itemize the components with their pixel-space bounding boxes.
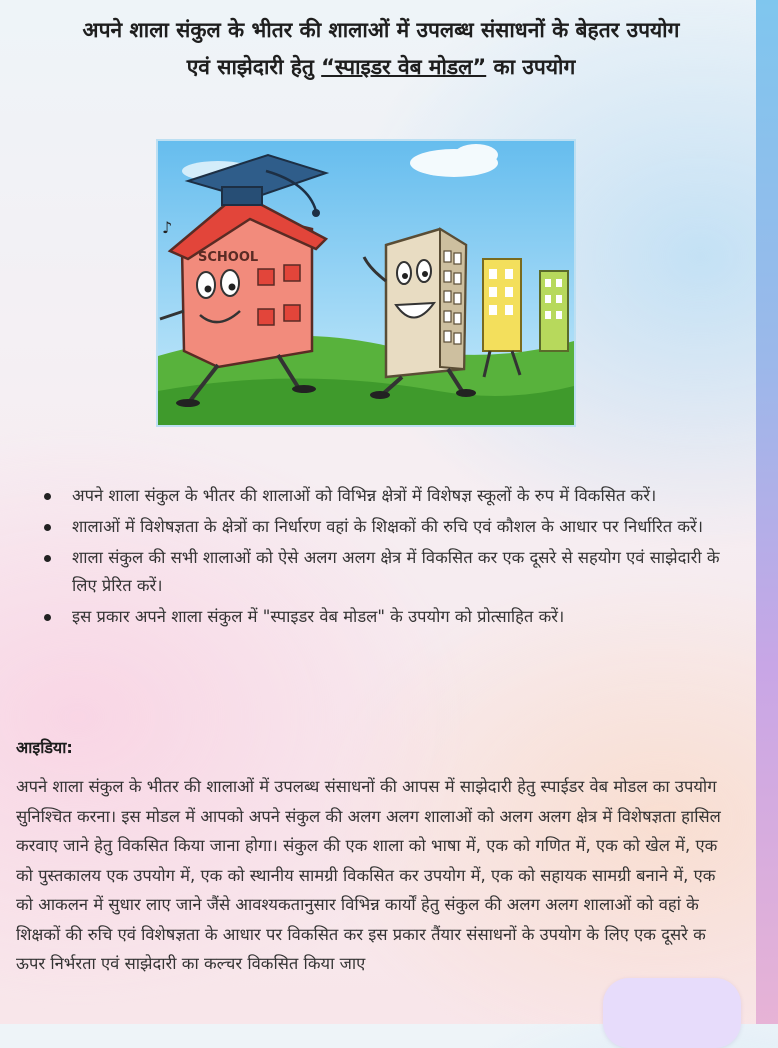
bullet-list — [28, 482, 728, 634]
title-line-2-pre: एवं साझेदारी हेतु — [186, 55, 322, 79]
bullet-dot-icon — [44, 493, 51, 500]
idea-body-text: अपने शाला संकुल के भीतर की शालाओं में उपलब्ध संसाधनों की आपस में साझेदारी हेतु स्पाईडर वेब मोडल का उपयोग सुनिश्चित करना। इस मोडल में आपको अपने संकुल की अलग अलग शालाओं को अलग अलग क्षेत्र में विशेषज्ञता हासिल करवाए जाने हेतु विकसित किया जाना होगा। संकुल की एक शाला को भाषा में, एक को गणित में, एक को खेल में, एक को पुस्तकालय एक उपयोग में, एक को स्थानीय सामग्री विकसित कर उपयोग में, एक को सहायक सामग्री बनाने में, एक को आकलन में सुधार लाए जाने जैंसे आवश्यकतानुसार विभिन्न कार्यों हेतु संकुल की अलग अलग शालाओं को वहां के शिक्षकों की रुचि एवं विशेषज्ञता के आधार पर विकसित कर इस प्रकार तैंयार संसाधनों के उपयोग के लिए एक दूसरे क ऊपर निर्भरता एवं साझेदारी का कल्चर विकसित किया जाए — [16, 777, 721, 973]
bullet-text: शाला संकुल की सभी शालाओं को ऐसे अलग अलग क्षेत्र में विकसित कर एक दूसरे से सहयोग एवं साझेदारी के लिए प्रेरित करें। — [72, 548, 720, 595]
title-line-1: अपने शाला संकुल के भीतर की शालाओं में उपलब्ध संसाधनों के बेहतर उपयोग — [82, 18, 680, 42]
bullet-item — [28, 482, 728, 510]
building-far-green — [540, 271, 568, 351]
bullet-item — [28, 544, 728, 600]
bullet-text: शालाओं में विशेषज्ञता के क्षेत्रों का निर्धारण वहां के शिक्षकों की रुचि एवं कौशल के आधार पर निर्धारित करें। — [72, 517, 704, 536]
bullet-dot-icon — [44, 555, 51, 562]
bullet-dot-icon — [44, 614, 51, 621]
page-edge-strip — [756, 0, 778, 1024]
bullet-item — [28, 603, 728, 631]
idea-heading: आइडिया: — [16, 738, 73, 757]
bullet-text: इस प्रकार अपने शाला संकुल में "स्पाइडर वेब मोडल" के उपयोग को प्रोत्साहित करें। — [72, 607, 565, 626]
music-note-icon: ♪ — [162, 218, 173, 237]
floating-action-button[interactable] — [603, 978, 741, 1048]
bullet-item — [28, 513, 728, 541]
school-cartoon-illustration — [156, 139, 576, 427]
title-emphasis: “स्पाइडर वेब मोडल” — [321, 55, 487, 79]
school-sign: SCHOOL — [198, 250, 259, 265]
title-line-2-post: का उपयोग — [486, 55, 576, 79]
bullet-text: अपने शाला संकुल के भीतर की शालाओं को विभिन्न क्षेत्रों में विशेषज्ञ स्कूलों के रुप में विकसित करें। — [72, 486, 657, 505]
page-title — [16, 12, 746, 86]
bullet-dot-icon — [44, 524, 51, 531]
